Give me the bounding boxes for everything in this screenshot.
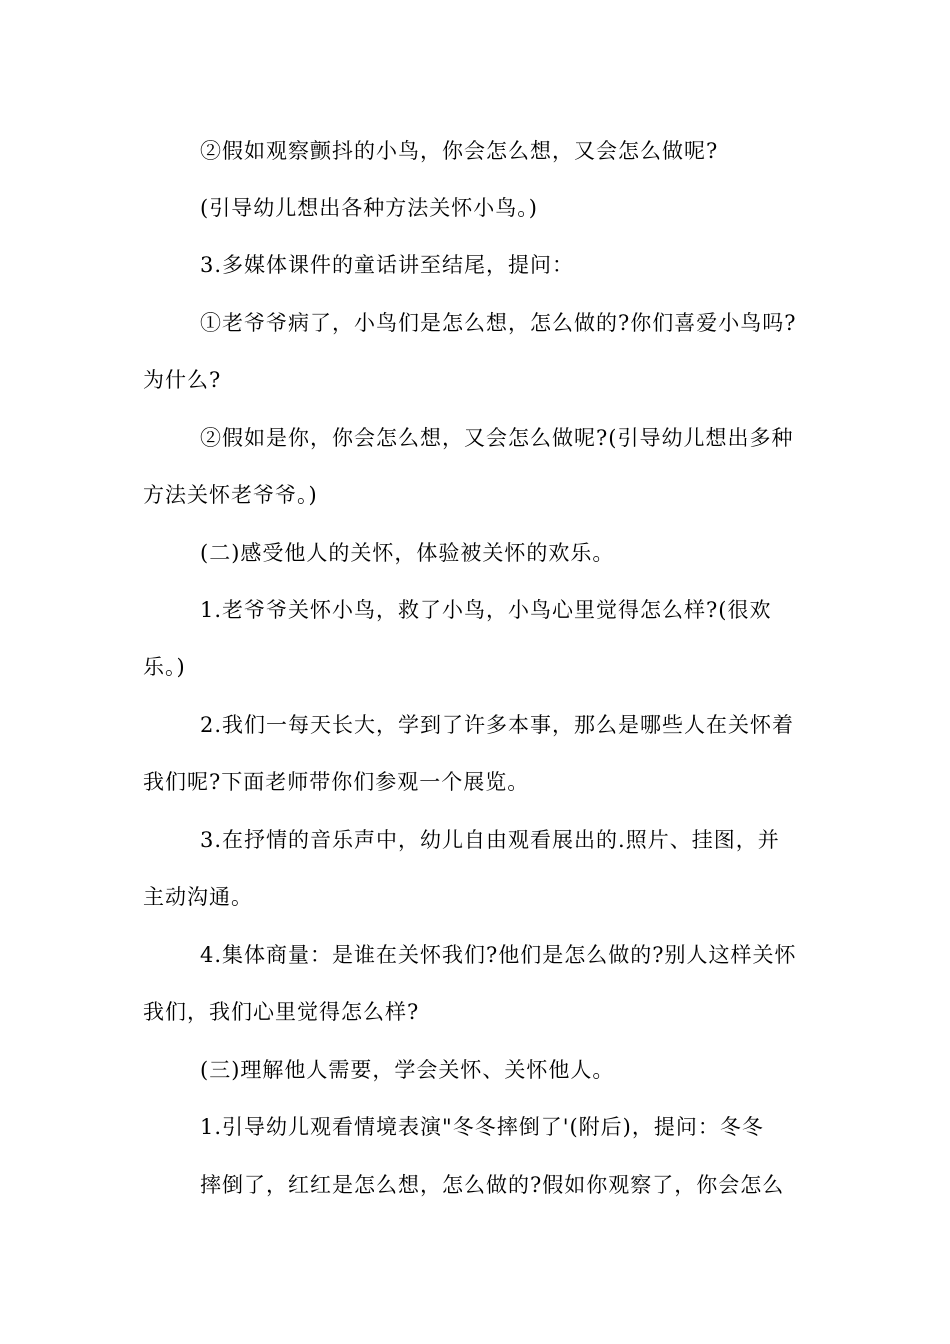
section-heading-2: (二)感受他人的关怀，体验被关怀的欢乐。 — [200, 541, 615, 565]
paragraph-10-line-1: 4.集体商量：是谁在关怀我们?他们是怎么做的?别人这样关怀 — [200, 943, 797, 967]
paragraph-10-line-2: 我们，我们心里觉得怎么样? — [143, 1000, 420, 1024]
paragraph-8-line-1: 2.我们一每天长大，学到了许多本事，那么是哪些人在关怀着 — [200, 713, 795, 737]
paragraph-8-line-2: 我们呢?下面老师带你们参观一个展览。 — [143, 770, 530, 794]
paragraph-4-line-2: 为什么? — [143, 368, 222, 392]
paragraph-7-line-1: 1.老爷爷关怀小鸟，救了小鸟，小鸟心里觉得怎么样?(很欢 — [200, 598, 772, 622]
paragraph-9-line-1: 3.在抒情的音乐声中，幼儿自由观看展出的.照片、挂图，并 — [200, 828, 780, 852]
paragraph-1: ②假如观察颤抖的小鸟，你会怎么想，又会怎么做呢? — [200, 139, 719, 163]
paragraph-5-line-2: 方法关怀老爷爷。) — [143, 483, 318, 507]
paragraph-4-line-1: ①老爷爷病了，小鸟们是怎么想，怎么做的?你们喜爱小鸟吗? — [200, 311, 797, 335]
paragraph-3: 3.多媒体课件的童话讲至结尾，提问： — [200, 253, 575, 277]
section-heading-3: (三)理解他人需要，学会关怀、关怀他人。 — [200, 1058, 615, 1082]
paragraph-13: 摔倒了，红红是怎么想，怎么做的?假如你观察了，你会怎么 — [200, 1173, 785, 1197]
paragraph-5-line-1: ②假如是你，你会怎么想，又会怎么做呢?(引导幼儿想出多种 — [200, 426, 794, 450]
paragraph-2: (引导幼儿想出各种方法关怀小鸟。) — [200, 196, 538, 220]
paragraph-7-line-2: 乐。) — [143, 655, 186, 679]
paragraph-9-line-2: 主动沟通。 — [143, 885, 253, 909]
paragraph-12: 1.引导幼儿观看情境表演"冬冬摔倒了'(附后)，提问：冬冬 — [200, 1115, 764, 1139]
